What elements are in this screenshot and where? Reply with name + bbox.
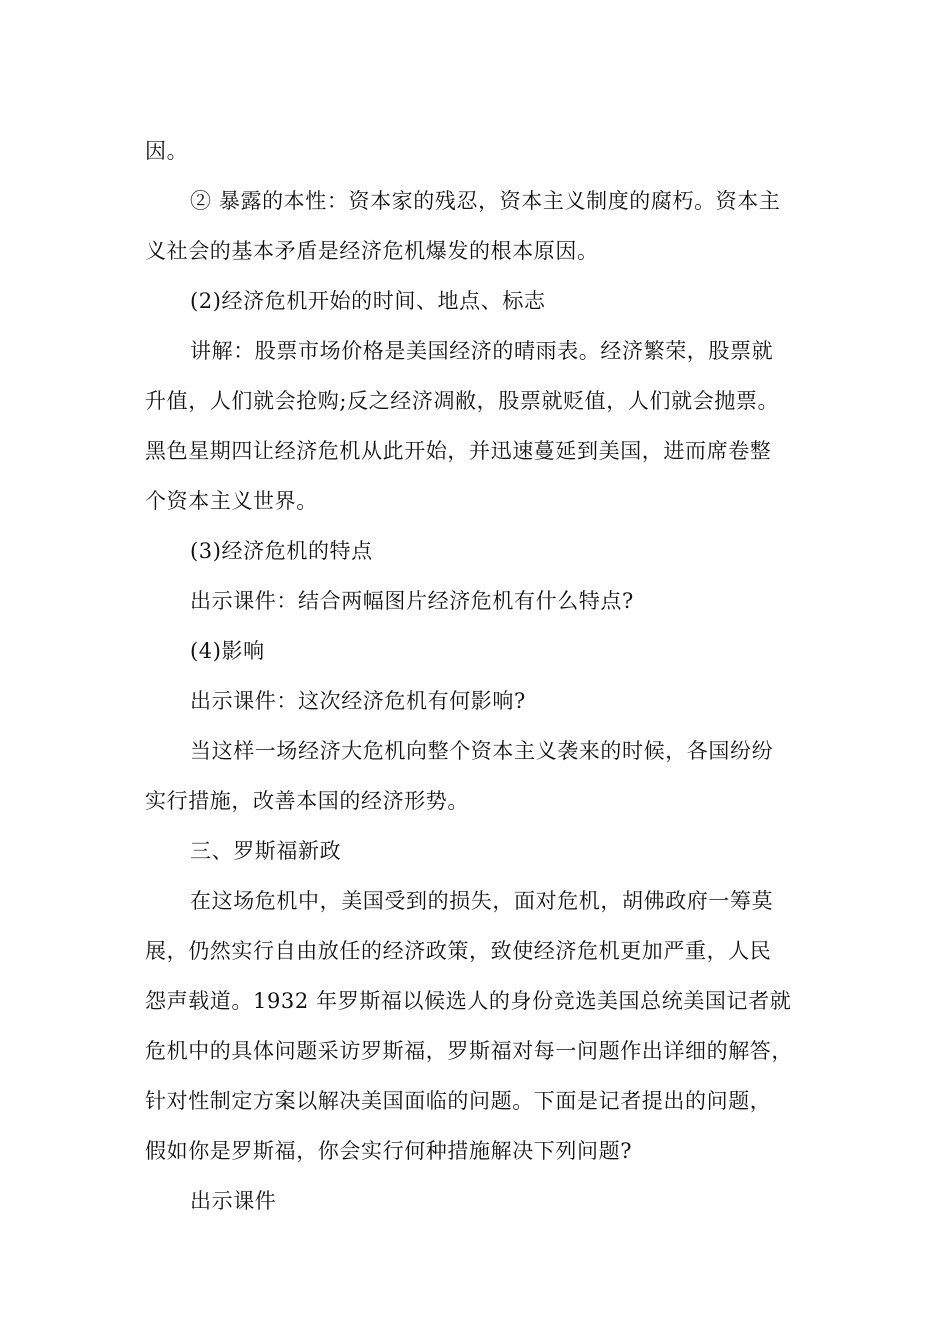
text-line: 黑色星期四让经济危机从此开始，并迅速蔓延到美国，进而席卷整 (145, 439, 772, 463)
section-heading: 三、罗斯福新政 (190, 839, 342, 863)
text-line: 危机中的具体问题采访罗斯福，罗斯福对每一问题作出详细的解答， (145, 1039, 793, 1063)
text-line: ② 暴露的本性：资本家的残忍，资本主义制度的腐朽。资本主 (190, 189, 781, 213)
section-heading: (4)影响 (190, 639, 265, 663)
text-line: 实行措施，改善本国的经济形势。 (145, 789, 469, 813)
section-heading: (3)经济危机的特点 (190, 539, 373, 563)
text-line: 出示课件：结合两幅图片经济危机有什么特点? (190, 589, 634, 613)
text-line: 怨声载道。1932 年罗斯福以候选人的身份竞选美国总统美国记者就 (145, 989, 792, 1013)
text-line: 讲解：股票市场价格是美国经济的晴雨表。经济繁荣，股票就 (190, 339, 774, 363)
text-line: 展，仍然实行自由放任的经济政策，致使经济危机更加严重，人民 (145, 939, 772, 963)
text-line: 出示课件：这次经济危机有何影响? (190, 689, 526, 713)
text-line: 针对性制定方案以解决美国面临的问题。下面是记者提出的问题， (145, 1089, 772, 1113)
section-heading: (2)经济危机开始的时间、地点、标志 (190, 289, 546, 313)
text-line: 假如你是罗斯福，你会实行何种措施解决下列问题? (145, 1139, 633, 1163)
text-line: 出示课件 (190, 1189, 277, 1213)
text-line: 当这样一场经济大危机向整个资本主义袭来的时候，各国纷纷 (190, 739, 774, 763)
text-line: 个资本主义世界。 (145, 489, 318, 513)
text-line: 义社会的基本矛盾是经济危机爆发的根本原因。 (145, 239, 599, 263)
text-line: 因。 (145, 139, 189, 163)
text-line: 升值，人们就会抢购;反之经济凋敝，股票就贬值，人们就会抛票。 (145, 389, 780, 413)
text-line: 在这场危机中，美国受到的损失，面对危机，胡佛政府一筹莫 (190, 889, 774, 913)
